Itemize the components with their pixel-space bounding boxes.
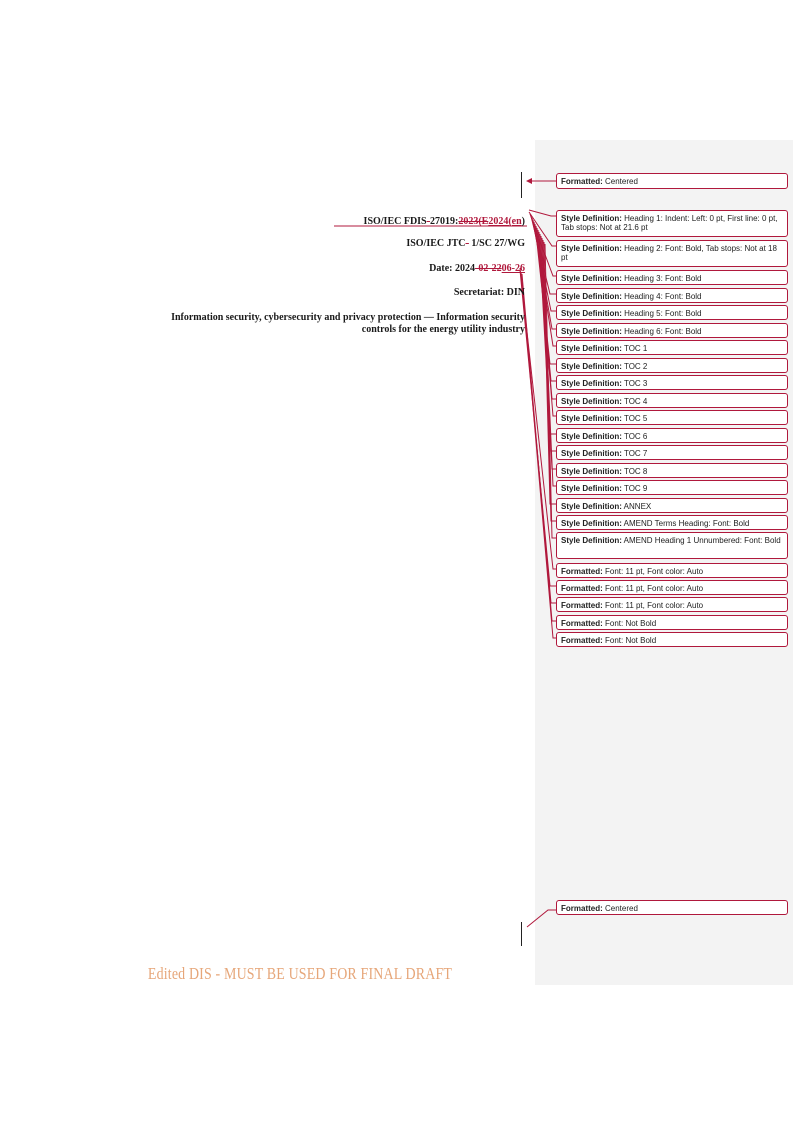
balloon-text: Font: Not Bold xyxy=(602,619,657,628)
balloon-text: ANNEX xyxy=(621,502,652,511)
balloon-label: Formatted: xyxy=(561,904,603,913)
balloon-text: Heading 2: Font: Bold, Tab stops: Not at 18 pt xyxy=(561,244,777,262)
balloon-label: Style Definition: xyxy=(561,484,622,493)
committee-line[interactable] xyxy=(406,238,525,250)
comment-balloon[interactable] xyxy=(556,597,788,612)
balloon-label: Style Definition: xyxy=(561,292,622,301)
comment-balloon[interactable] xyxy=(556,270,788,285)
secretariat-line[interactable]: Secretariat: DIN xyxy=(453,287,525,298)
comment-balloon[interactable] xyxy=(556,288,788,303)
balloon-text: TOC 1 xyxy=(621,344,648,353)
balloon-text: TOC 3 xyxy=(621,379,648,388)
comment-balloon[interactable] xyxy=(556,375,788,390)
draft-watermark: Edited DIS - MUST BE USED FOR FINAL DRAFT xyxy=(147,964,453,983)
balloon-label: Formatted: xyxy=(561,567,603,576)
balloon-text: Heading 5: Font: Bold xyxy=(621,309,702,318)
inserted-year: 2024(en xyxy=(488,216,522,227)
balloon-label: Style Definition: xyxy=(561,344,622,353)
comment-balloon[interactable] xyxy=(556,900,788,915)
balloon-text: Font: 11 pt, Font color: Auto xyxy=(602,567,704,576)
balloon-label: Formatted: xyxy=(561,636,603,645)
comment-balloon[interactable] xyxy=(556,428,788,443)
document-designation[interactable] xyxy=(364,216,525,228)
balloon-label: Formatted: xyxy=(561,619,603,628)
document-title[interactable] xyxy=(85,312,525,336)
arrowhead-icon xyxy=(526,178,532,184)
balloon-label: Style Definition: xyxy=(561,414,622,423)
comment-balloon[interactable] xyxy=(556,305,788,320)
comment-balloon[interactable] xyxy=(556,410,788,425)
cursor-marker-top xyxy=(521,172,522,198)
comment-balloon[interactable] xyxy=(556,480,788,495)
balloon-label: Style Definition: xyxy=(561,309,622,318)
balloon-label: Style Definition: xyxy=(561,536,622,545)
balloon-text: AMEND Terms Heading: Font: Bold xyxy=(621,519,750,528)
comment-balloon[interactable] xyxy=(556,240,788,267)
balloon-text: TOC 4 xyxy=(621,397,648,406)
deleted-year: 2023(E xyxy=(458,216,489,227)
date-inserted: 06-26 xyxy=(501,263,525,274)
balloon-label: Style Definition: xyxy=(561,467,622,476)
committee-deleted-hyphen: - xyxy=(465,238,469,249)
balloon-text: Font: 11 pt, Font color: Auto xyxy=(602,584,704,593)
balloon-text: Heading 6: Font: Bold xyxy=(621,327,702,336)
designation-suffix: ) xyxy=(521,216,525,227)
comment-balloon[interactable] xyxy=(556,445,788,460)
balloon-label: Style Definition: xyxy=(561,432,622,441)
balloon-label: Style Definition: xyxy=(561,502,622,511)
comment-balloon[interactable] xyxy=(556,580,788,595)
comment-balloon[interactable] xyxy=(556,393,788,408)
comment-balloon[interactable] xyxy=(556,340,788,355)
deleted-hyphen: - xyxy=(426,216,430,227)
balloon-text: AMEND Heading 1 Unnumbered: Font: Bold xyxy=(621,536,781,545)
comment-balloon[interactable] xyxy=(556,323,788,338)
balloon-label: Style Definition: xyxy=(561,397,622,406)
balloon-text: Centered xyxy=(602,904,638,913)
committee-prefix: ISO/IEC JTC xyxy=(406,238,466,249)
comment-balloon[interactable] xyxy=(556,498,788,513)
balloon-label: Style Definition: xyxy=(561,362,622,371)
comment-balloon[interactable] xyxy=(556,515,788,530)
balloon-text: Centered xyxy=(602,177,638,186)
title-line-2: controls for the energy utility industry xyxy=(361,324,525,335)
comment-balloon[interactable] xyxy=(556,632,788,647)
designation-base: ISO/IEC FDIS xyxy=(363,216,427,227)
comment-balloon[interactable] xyxy=(556,563,788,578)
balloon-label: Style Definition: xyxy=(561,274,622,283)
comment-balloon[interactable] xyxy=(556,358,788,373)
comment-balloon[interactable] xyxy=(556,532,788,559)
balloon-text: TOC 6 xyxy=(621,432,648,441)
date-line[interactable] xyxy=(429,263,525,275)
balloon-text: Heading 1: Indent: Left: 0 pt, First line: 0 pt, Tab stops: Not at 21.6 pt xyxy=(561,214,778,232)
balloon-label: Formatted: xyxy=(561,177,603,186)
balloon-text: Font: 11 pt, Font color: Auto xyxy=(602,601,704,610)
balloon-label: Style Definition: xyxy=(561,244,622,253)
balloon-text: TOC 7 xyxy=(621,449,648,458)
balloon-label: Formatted: xyxy=(561,584,603,593)
cursor-marker-bottom xyxy=(521,922,522,946)
comment-balloon[interactable] xyxy=(556,210,788,237)
committee-rest: 1/SC 27/WG xyxy=(468,238,525,249)
date-deleted: -02-22 xyxy=(474,263,502,274)
balloon-text: TOC 9 xyxy=(621,484,648,493)
comment-balloon[interactable] xyxy=(556,615,788,630)
designation-number: 27019: xyxy=(429,216,459,227)
balloon-label: Style Definition: xyxy=(561,449,622,458)
balloon-label: Formatted: xyxy=(561,601,603,610)
comment-balloon[interactable] xyxy=(556,173,788,189)
comment-balloon[interactable] xyxy=(556,463,788,478)
balloon-text: TOC 5 xyxy=(621,414,648,423)
balloon-text: Heading 3: Font: Bold xyxy=(621,274,702,283)
date-prefix: Date: 2024 xyxy=(429,263,475,274)
balloon-text: TOC 2 xyxy=(621,362,648,371)
balloon-label: Style Definition: xyxy=(561,214,622,223)
balloon-label: Style Definition: xyxy=(561,519,622,528)
balloon-label: Style Definition: xyxy=(561,379,622,388)
title-line-1: Information security, cybersecurity and privacy protection — Information security xyxy=(171,312,525,323)
balloon-text: Font: Not Bold xyxy=(602,636,657,645)
balloon-label: Style Definition: xyxy=(561,327,622,336)
balloon-text: TOC 8 xyxy=(621,467,648,476)
balloon-text: Heading 4: Font: Bold xyxy=(621,292,702,301)
